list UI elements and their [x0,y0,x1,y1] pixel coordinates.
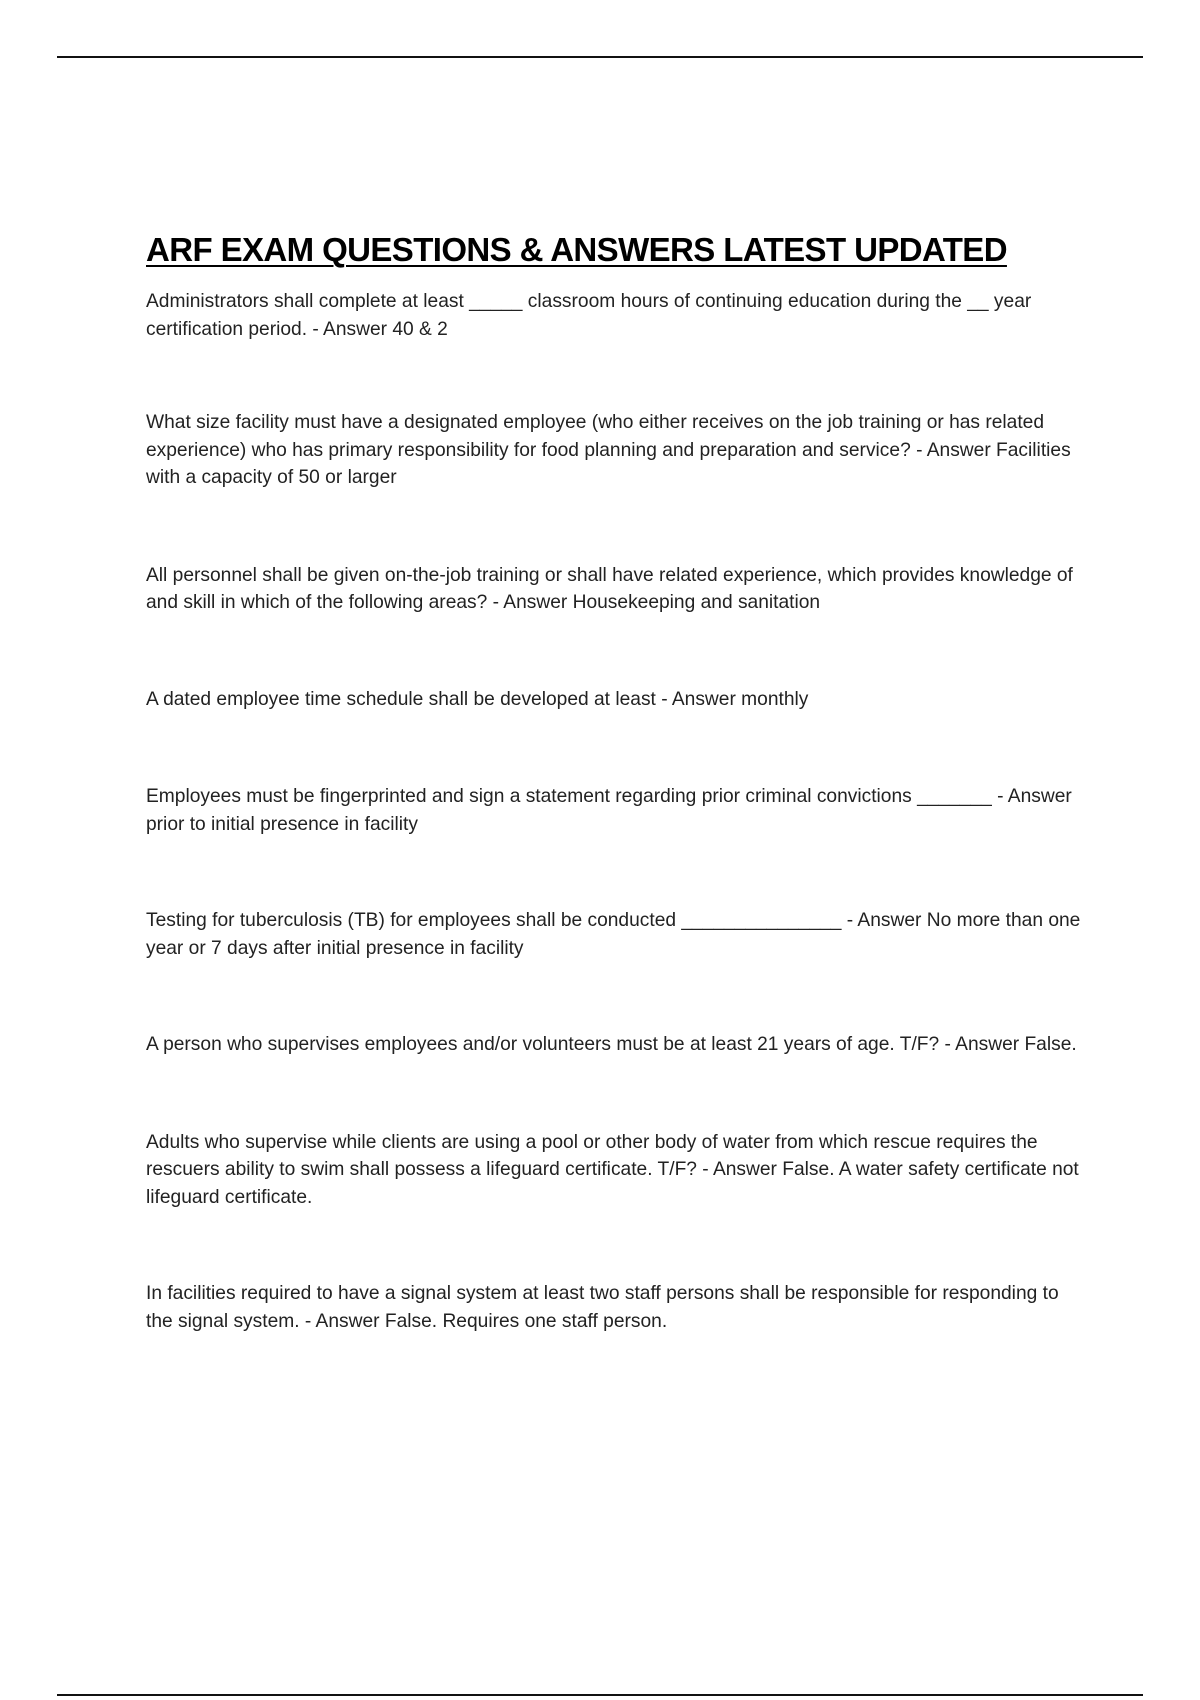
qa-list [146,288,1086,1335]
qa-item-6: Testing for tuberculosis (TB) for employees shall be conducted _______________ - Answer No more than one year or 7 days after initial presence in facility [146,910,1081,959]
qa-item-8: Adults who supervise while clients are using a pool or other body of water from which rescue requires the rescuers ability to swim shall possess a lifeguard certificate. T/F? - Answer False. A water safety certificate not lifeguard certificate. [146,1131,1079,1208]
qa-item-9: In facilities required to have a signal system at least two staff persons shall be responsible for responding to the signal system. - Answer False. Requires one staff person. [146,1283,1059,1332]
qa-item-1: Administrators shall complete at least _____ classroom hours of continuing education during the __ year certification period. - Answer 40 & 2 [146,291,1032,340]
top-rule [57,56,1143,58]
qa-item-7: A person who supervises employees and/or volunteers must be at least 21 years of age. T/F? - Answer False. [146,1034,1077,1055]
bottom-rule [57,1694,1143,1696]
document-body [146,228,1086,1335]
qa-item-2: What size facility must have a designated employee (who either receives on the job training or has related experience) who has primary responsibility for food planning and preparation and service? - Answer Facilities with a capacity of 50 or larger [146,412,1071,488]
qa-item-3: All personnel shall be given on-the-job training or shall have related experience, which provides knowledge of and skill in which of the following areas? - Answer Housekeeping and sanitation [146,564,1073,613]
document-title: ARF EXAM QUESTIONS & ANSWERS LATEST UPDATED [146,231,1007,268]
qa-item-5: Employees must be fingerprinted and sign a statement regarding prior criminal convictions _______ - Answer prior to initial presence in facility [146,786,1072,835]
qa-item-4: A dated employee time schedule shall be developed at least - Answer monthly [146,688,809,710]
